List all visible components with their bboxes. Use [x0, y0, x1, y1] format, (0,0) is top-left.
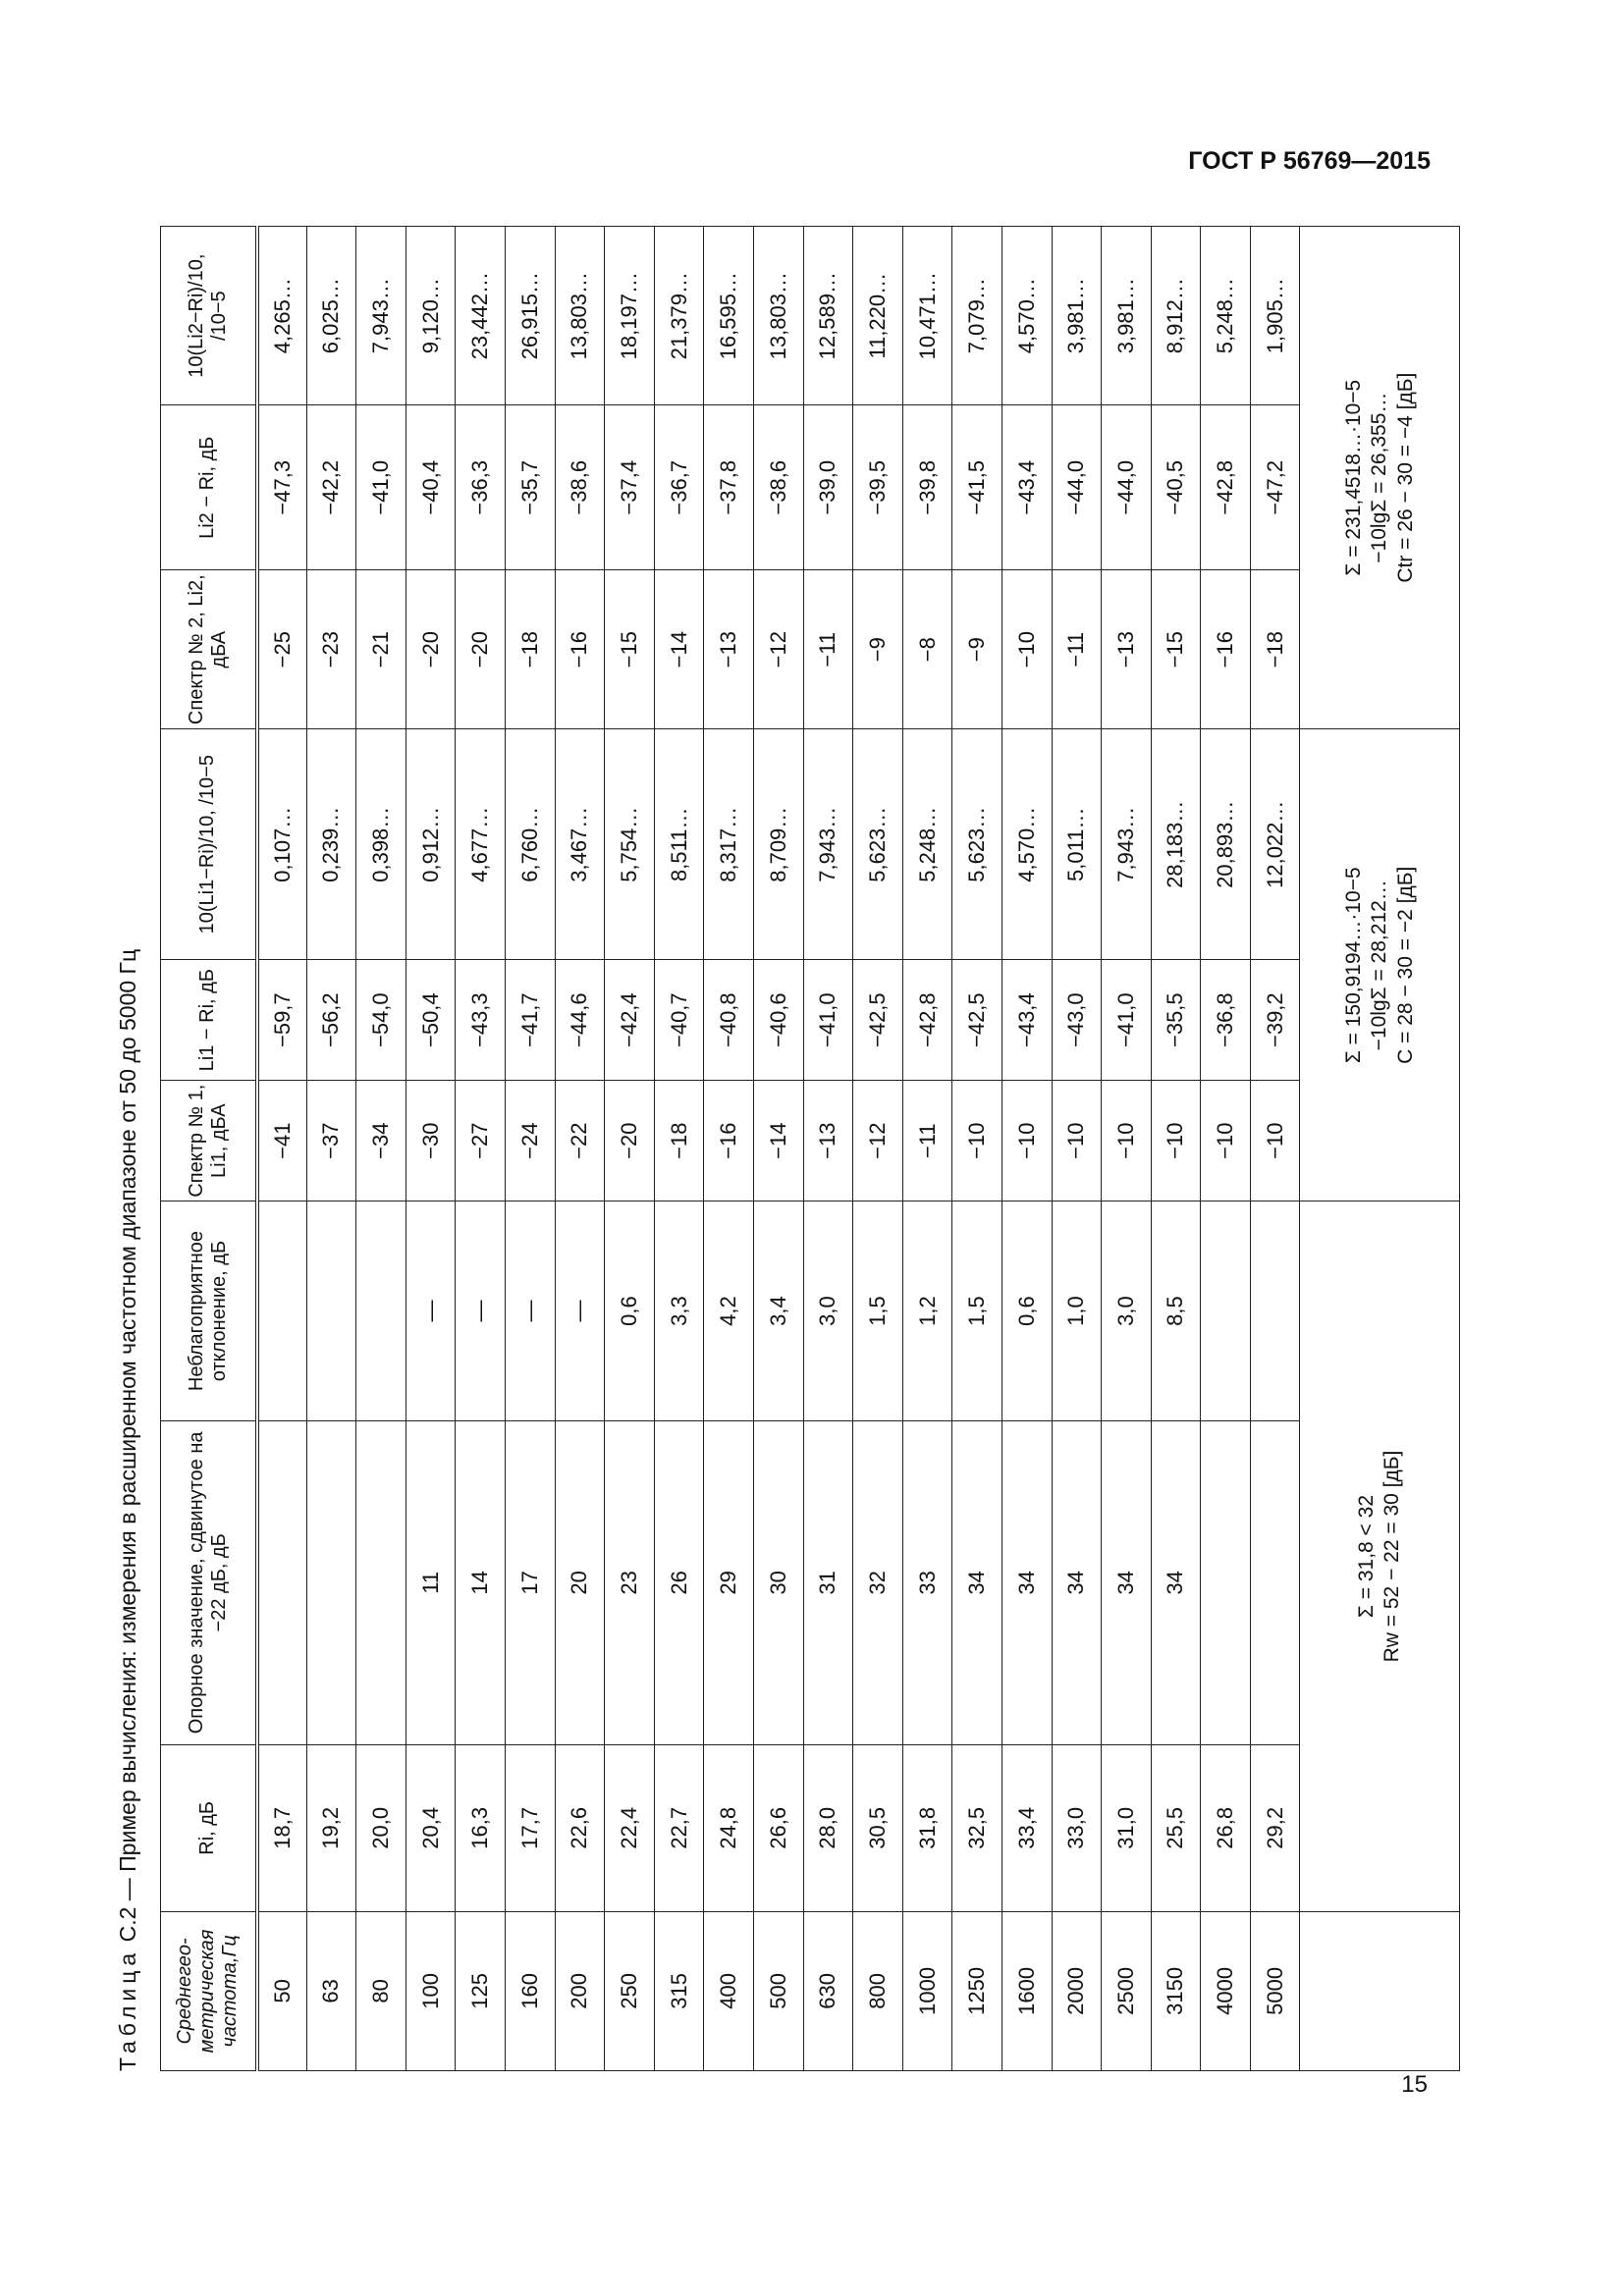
- cell-f: 315: [654, 1911, 704, 2070]
- cell-d2: −37,4: [605, 405, 655, 570]
- cell-unf: 3,0: [803, 1201, 853, 1421]
- table-row: [654, 227, 704, 2071]
- cell-p1: 7,943…: [803, 729, 853, 960]
- summary-spectrum2-cell: [1300, 227, 1460, 729]
- cell-d2: −43,4: [1001, 405, 1052, 570]
- summary-s1-line3: C = 28 − 30 = −2 [дБ]: [1393, 866, 1417, 1064]
- cell-l2: −15: [605, 570, 655, 729]
- cell-p2: 7,943…: [356, 227, 406, 405]
- summary-s1-line2: −10lgΣ = 28,212…: [1368, 880, 1391, 1051]
- cell-unf: —: [555, 1201, 605, 1421]
- cell-f: 500: [753, 1911, 803, 2070]
- cell-ri: 19,2: [306, 1744, 356, 1911]
- cell-ref: 34: [1052, 1420, 1102, 1744]
- cell-unf: 1,0: [1052, 1201, 1102, 1421]
- cell-p1: 5,011…: [1052, 729, 1102, 960]
- cell-l1: −12: [853, 1081, 903, 1201]
- col-power1-header: 10(Li1−Ri)/10, /10−5: [161, 729, 257, 960]
- cell-d1: −41,0: [803, 960, 853, 1081]
- cell-p2: 4,265…: [257, 227, 307, 405]
- cell-d2: −47,2: [1250, 405, 1300, 570]
- cell-unf: 3,0: [1102, 1201, 1152, 1421]
- cell-p1: 5,754…: [605, 729, 655, 960]
- cell-l2: −18: [1250, 570, 1300, 729]
- cell-unf: —: [406, 1201, 456, 1421]
- cell-l2: −20: [406, 570, 456, 729]
- cell-ri: 25,5: [1151, 1744, 1201, 1911]
- cell-d2: −41,5: [952, 405, 1002, 570]
- cell-ref: 30: [753, 1420, 803, 1744]
- cell-f: 63: [306, 1911, 356, 2070]
- cell-p1: 6,760…: [505, 729, 555, 960]
- cell-d2: −40,4: [406, 405, 456, 570]
- cell-ref: 20: [555, 1420, 605, 1744]
- cell-ref: 23: [605, 1420, 655, 1744]
- cell-l1: −34: [356, 1081, 406, 1201]
- table-row: [1001, 227, 1052, 2071]
- cell-ref: [1201, 1420, 1251, 1744]
- cell-d1: −35,5: [1151, 960, 1201, 1081]
- cell-ref: 34: [952, 1420, 1002, 1744]
- col-reference-header: Опорное значение, сдвинутое на −22 дБ, дБ: [161, 1420, 257, 1744]
- cell-l2: −16: [1201, 570, 1251, 729]
- cell-l2: −20: [456, 570, 506, 729]
- table-row: [853, 227, 903, 2071]
- cell-f: 200: [555, 1911, 605, 2070]
- table-row: [1102, 227, 1152, 2071]
- cell-p2: 1,905…: [1250, 227, 1300, 405]
- cell-d2: −40,5: [1151, 405, 1201, 570]
- table-row: [1201, 227, 1251, 2071]
- cell-l2: −25: [257, 570, 307, 729]
- cell-d1: −42,5: [853, 960, 903, 1081]
- cell-l2: −13: [1102, 570, 1152, 729]
- cell-d1: −43,3: [456, 960, 506, 1081]
- cell-p2: 11,220…: [853, 227, 903, 405]
- cell-l1: −13: [803, 1081, 853, 1201]
- cell-p2: 3,981…: [1102, 227, 1152, 405]
- cell-p1: 28,183…: [1151, 729, 1201, 960]
- cell-p2: 18,197…: [605, 227, 655, 405]
- cell-ref: 29: [704, 1420, 754, 1744]
- cell-f: 3150: [1151, 1911, 1201, 2070]
- cell-d2: −38,6: [753, 405, 803, 570]
- table-row: [952, 227, 1002, 2071]
- cell-l2: −14: [654, 570, 704, 729]
- summary-s2-line1: Σ = 231,4518…·10−5: [1342, 379, 1366, 576]
- cell-p1: 5,623…: [853, 729, 903, 960]
- cell-d2: −44,0: [1102, 405, 1152, 570]
- cell-ri: 24,8: [704, 1744, 754, 1911]
- cell-unf: —: [505, 1201, 555, 1421]
- cell-ri: 16,3: [456, 1744, 506, 1911]
- table-row: [257, 227, 307, 2071]
- cell-ri: 33,0: [1052, 1744, 1102, 1911]
- cell-ri: 30,5: [853, 1744, 903, 1911]
- cell-d2: −39,8: [902, 405, 952, 570]
- summary-rw-cell: [1300, 1201, 1460, 1912]
- col-diff1-header: Li1 − Ri, дБ: [161, 960, 257, 1081]
- cell-l2: −10: [1001, 570, 1052, 729]
- cell-l2: −23: [306, 570, 356, 729]
- table-row: [1052, 227, 1102, 2071]
- cell-ri: 22,6: [555, 1744, 605, 1911]
- cell-l1: −10: [1102, 1081, 1152, 1201]
- cell-l1: −41: [257, 1081, 307, 1201]
- summary-s2-line3: Ctr = 26 − 30 = −4 [дБ]: [1393, 372, 1417, 583]
- cell-l1: −10: [1201, 1081, 1251, 1201]
- cell-p1: 5,623…: [952, 729, 1002, 960]
- cell-p1: 20,893…: [1201, 729, 1251, 960]
- calculation-table: [160, 226, 1460, 2071]
- table-row: [406, 227, 456, 2071]
- cell-unf: [306, 1201, 356, 1421]
- cell-ri: 31,0: [1102, 1744, 1152, 1911]
- summary-row: [1300, 227, 1460, 2071]
- cell-l1: −14: [753, 1081, 803, 1201]
- summary-rw-line2: Rw = 52 − 22 = 30 [дБ]: [1380, 1450, 1404, 1663]
- cell-d1: −39,2: [1250, 960, 1300, 1081]
- cell-f: 4000: [1201, 1911, 1251, 2070]
- cell-p2: 13,803…: [555, 227, 605, 405]
- cell-p2: 10,471…: [902, 227, 952, 405]
- cell-d2: −41,0: [356, 405, 406, 570]
- cell-unf: [257, 1201, 307, 1421]
- cell-l1: −30: [406, 1081, 456, 1201]
- cell-l2: −18: [505, 570, 555, 729]
- table-row: [704, 227, 754, 2071]
- cell-ref: 34: [1102, 1420, 1152, 1744]
- cell-f: 630: [803, 1911, 853, 2070]
- cell-unf: 0,6: [1001, 1201, 1052, 1421]
- header-row: [161, 227, 257, 2071]
- cell-unf: 1,5: [952, 1201, 1002, 1421]
- cell-ref: 34: [1151, 1420, 1201, 1744]
- cell-l2: −12: [753, 570, 803, 729]
- cell-l1: −20: [605, 1081, 655, 1201]
- cell-l1: −16: [704, 1081, 754, 1201]
- cell-f: 1600: [1001, 1911, 1052, 2070]
- table-row: [1250, 227, 1300, 2071]
- cell-l1: −10: [1151, 1081, 1201, 1201]
- cell-ri: 26,8: [1201, 1744, 1251, 1911]
- cell-unf: 1,2: [902, 1201, 952, 1421]
- cell-p2: 7,079…: [952, 227, 1002, 405]
- cell-p1: 0,398…: [356, 729, 406, 960]
- cell-p1: 8,709…: [753, 729, 803, 960]
- cell-ref: 17: [505, 1420, 555, 1744]
- cell-p2: 13,803…: [753, 227, 803, 405]
- table-row: [753, 227, 803, 2071]
- cell-f: 1000: [902, 1911, 952, 2070]
- caption-label: Таблица: [115, 1948, 140, 2071]
- cell-d2: −47,3: [257, 405, 307, 570]
- table-row: [1151, 227, 1201, 2071]
- cell-d1: −40,6: [753, 960, 803, 1081]
- cell-p2: 23,442…: [456, 227, 506, 405]
- cell-f: 1250: [952, 1911, 1002, 2070]
- cell-d1: −59,7: [257, 960, 307, 1081]
- cell-f: 800: [853, 1911, 903, 2070]
- cell-l2: −21: [356, 570, 406, 729]
- table-row: [356, 227, 406, 2071]
- cell-ri: 26,6: [753, 1744, 803, 1911]
- table-row: [803, 227, 853, 2071]
- cell-d2: −42,8: [1201, 405, 1251, 570]
- cell-d1: −42,5: [952, 960, 1002, 1081]
- cell-p2: 26,915…: [505, 227, 555, 405]
- summary-empty-cell: [1300, 1911, 1460, 2070]
- cell-d1: −56,2: [306, 960, 356, 1081]
- col-spectrum2-header: Спектр № 2, Li2, дБА: [161, 570, 257, 729]
- table-caption: [103, 226, 152, 2071]
- cell-f: 100: [406, 1911, 456, 2070]
- cell-ref: 26: [654, 1420, 704, 1744]
- cell-d1: −36,8: [1201, 960, 1251, 1081]
- cell-ref: [356, 1420, 406, 1744]
- cell-ri: 29,2: [1250, 1744, 1300, 1911]
- cell-d2: −37,8: [704, 405, 754, 570]
- cell-l2: −16: [555, 570, 605, 729]
- cell-d1: −43,4: [1001, 960, 1052, 1081]
- cell-f: 160: [505, 1911, 555, 2070]
- cell-p1: 12,022…: [1250, 729, 1300, 960]
- caption-text: С.2 — Пример вычисления: измерения в расширенном частотном диапазоне от 50 до 5000 Гц: [115, 948, 140, 1943]
- col-frequency-header: Среднегео-метрическая частота,Гц: [161, 1911, 257, 2070]
- cell-p1: 0,912…: [406, 729, 456, 960]
- cell-unf: [1250, 1201, 1300, 1421]
- cell-p2: 4,570…: [1001, 227, 1052, 405]
- cell-l2: −9: [952, 570, 1002, 729]
- cell-p1: 3,467…: [555, 729, 605, 960]
- cell-p1: 5,248…: [902, 729, 952, 960]
- cell-ref: 32: [853, 1420, 903, 1744]
- cell-l1: −37: [306, 1081, 356, 1201]
- cell-l2: −11: [803, 570, 853, 729]
- cell-l1: −10: [1250, 1081, 1300, 1201]
- col-unfavourable-header: Неблагоприятное отклонение, дБ: [161, 1201, 257, 1421]
- cell-ri: 31,8: [902, 1744, 952, 1911]
- cell-f: 2500: [1102, 1911, 1152, 2070]
- cell-p2: 6,025…: [306, 227, 356, 405]
- cell-l1: −10: [1001, 1081, 1052, 1201]
- table-row: [505, 227, 555, 2071]
- cell-l2: −9: [853, 570, 903, 729]
- summary-spectrum1-cell: [1300, 729, 1460, 1201]
- cell-d1: −43,0: [1052, 960, 1102, 1081]
- cell-unf: 0,6: [605, 1201, 655, 1421]
- cell-d1: −42,4: [605, 960, 655, 1081]
- cell-ref: 34: [1001, 1420, 1052, 1744]
- cell-ri: 28,0: [803, 1744, 853, 1911]
- cell-p2: 12,589…: [803, 227, 853, 405]
- cell-ref: [1250, 1420, 1300, 1744]
- cell-ref: 33: [902, 1420, 952, 1744]
- cell-unf: [356, 1201, 406, 1421]
- cell-unf: 1,5: [853, 1201, 903, 1421]
- cell-l1: −22: [555, 1081, 605, 1201]
- cell-p2: 8,912…: [1151, 227, 1201, 405]
- cell-ri: 22,7: [654, 1744, 704, 1911]
- cell-ri: 18,7: [257, 1744, 307, 1911]
- cell-p2: 5,248…: [1201, 227, 1251, 405]
- col-ri-header: Ri, дБ: [161, 1744, 257, 1911]
- cell-ri: 32,5: [952, 1744, 1002, 1911]
- cell-d1: −42,8: [902, 960, 952, 1081]
- cell-l2: −15: [1151, 570, 1201, 729]
- cell-d1: −40,7: [654, 960, 704, 1081]
- cell-ri: 33,4: [1001, 1744, 1052, 1911]
- cell-d1: −41,0: [1102, 960, 1152, 1081]
- cell-d2: −36,7: [654, 405, 704, 570]
- cell-p1: 0,107…: [257, 729, 307, 960]
- cell-unf: 4,2: [704, 1201, 754, 1421]
- cell-p1: 4,677…: [456, 729, 506, 960]
- cell-p1: 8,317…: [704, 729, 754, 960]
- cell-ref: 11: [406, 1420, 456, 1744]
- col-spectrum1-header: Спектр № 1, Li1, дБА: [161, 1081, 257, 1201]
- cell-p2: 21,379…: [654, 227, 704, 405]
- cell-d1: −40,8: [704, 960, 754, 1081]
- cell-p1: 4,570…: [1001, 729, 1052, 960]
- cell-l1: −10: [952, 1081, 1002, 1201]
- cell-p2: 3,981…: [1052, 227, 1102, 405]
- cell-l1: −11: [902, 1081, 952, 1201]
- cell-d2: −35,7: [505, 405, 555, 570]
- summary-s1-line1: Σ = 150,9194…·10−5: [1342, 867, 1366, 1064]
- cell-f: 2000: [1052, 1911, 1102, 2070]
- cell-d2: −36,3: [456, 405, 506, 570]
- cell-d2: −39,0: [803, 405, 853, 570]
- col-power2-header: 10(Li2−Ri)/10, /10−5: [161, 227, 257, 405]
- cell-l2: −11: [1052, 570, 1102, 729]
- cell-p1: 0,239…: [306, 729, 356, 960]
- cell-d2: −42,2: [306, 405, 356, 570]
- cell-l1: −10: [1052, 1081, 1102, 1201]
- table-row: [456, 227, 506, 2071]
- cell-l1: −18: [654, 1081, 704, 1201]
- cell-d2: −39,5: [853, 405, 903, 570]
- summary-rw-line1: Σ = 31,8 < 32: [1355, 1494, 1379, 1619]
- cell-f: 50: [257, 1911, 307, 2070]
- table-row: [306, 227, 356, 2071]
- table-row: [605, 227, 655, 2071]
- cell-d1: −41,7: [505, 960, 555, 1081]
- cell-f: 400: [704, 1911, 754, 2070]
- cell-d2: −44,0: [1052, 405, 1102, 570]
- cell-p1: 8,511…: [654, 729, 704, 960]
- col-diff2-header: Li2 − Ri, дБ: [161, 405, 257, 570]
- cell-ref: [306, 1420, 356, 1744]
- rotated-table-block: [103, 226, 1417, 2071]
- cell-unf: [1201, 1201, 1251, 1421]
- cell-p1: 7,943…: [1102, 729, 1152, 960]
- cell-unf: 3,4: [753, 1201, 803, 1421]
- cell-d1: −50,4: [406, 960, 456, 1081]
- cell-d1: −44,6: [555, 960, 605, 1081]
- document-header: ГОСТ Р 56769—2015: [1188, 147, 1431, 175]
- cell-p2: 9,120…: [406, 227, 456, 405]
- cell-ri: 17,7: [505, 1744, 555, 1911]
- summary-s2-line2: −10lgΣ = 26,355…: [1368, 392, 1391, 563]
- cell-l1: −24: [505, 1081, 555, 1201]
- cell-d2: −38,6: [555, 405, 605, 570]
- cell-f: 5000: [1250, 1911, 1300, 2070]
- cell-p2: 16,595…: [704, 227, 754, 405]
- cell-l2: −13: [704, 570, 754, 729]
- cell-ri: 20,0: [356, 1744, 406, 1911]
- cell-d1: −54,0: [356, 960, 406, 1081]
- cell-unf: 3,3: [654, 1201, 704, 1421]
- cell-ref: 14: [456, 1420, 506, 1744]
- page-number: 15: [1401, 2071, 1428, 2098]
- cell-ri: 20,4: [406, 1744, 456, 1911]
- table-row: [902, 227, 952, 2071]
- cell-ref: 31: [803, 1420, 853, 1744]
- cell-unf: 8,5: [1151, 1201, 1201, 1421]
- cell-unf: —: [456, 1201, 506, 1421]
- cell-l2: −8: [902, 570, 952, 729]
- cell-ri: 22,4: [605, 1744, 655, 1911]
- cell-ref: [257, 1420, 307, 1744]
- cell-f: 125: [456, 1911, 506, 2070]
- cell-f: 250: [605, 1911, 655, 2070]
- table-row: [555, 227, 605, 2071]
- cell-l1: −27: [456, 1081, 506, 1201]
- cell-f: 80: [356, 1911, 406, 2070]
